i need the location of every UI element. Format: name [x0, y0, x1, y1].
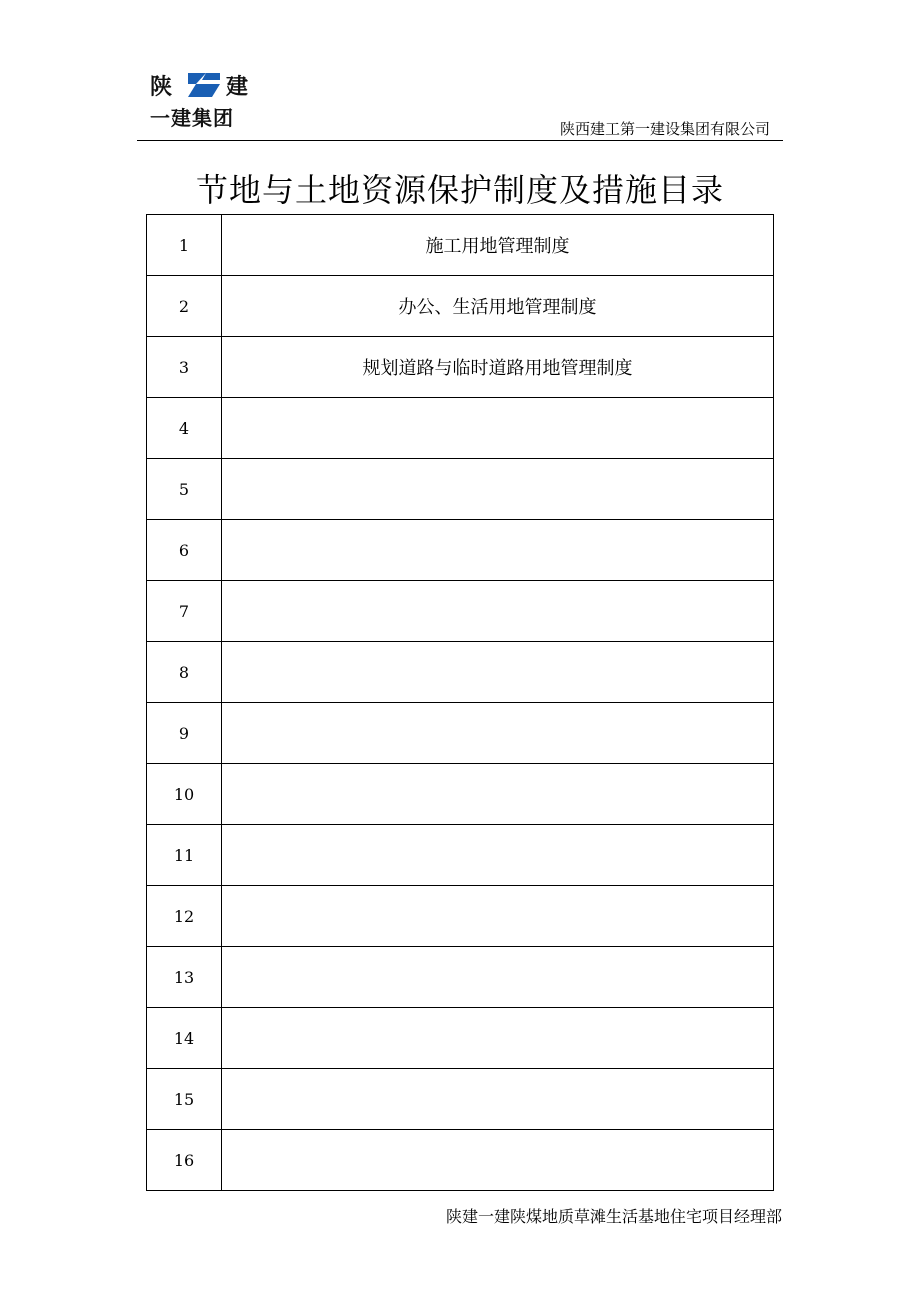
logo-s-mark-icon: [184, 70, 224, 100]
footer-project: 陕建一建陕煤地质草滩生活基地住宅项目经理部: [445, 1207, 782, 1226]
row-title: 规划道路与临时道路用地管理制度: [222, 337, 774, 398]
row-title: [222, 825, 774, 886]
logo-char-shaan: 陕: [150, 75, 173, 100]
row-title: [222, 886, 774, 947]
table-row: [147, 215, 774, 276]
table-row: [147, 825, 774, 886]
row-title: [222, 398, 774, 459]
row-number: 14: [147, 1008, 222, 1069]
table-row: [147, 520, 774, 581]
row-title: [222, 947, 774, 1008]
row-title: [222, 1008, 774, 1069]
row-number: 2: [147, 276, 222, 337]
table-row: [147, 276, 774, 337]
toc-table: [146, 214, 774, 1191]
row-title: 施工用地管理制度: [222, 215, 774, 276]
page-title: 节地与土地资源保护制度及措施目录: [195, 171, 724, 209]
table-row: [147, 337, 774, 398]
row-number: 4: [147, 398, 222, 459]
row-number: 5: [147, 459, 222, 520]
table-row: [147, 1069, 774, 1130]
row-title: [222, 581, 774, 642]
logo-char-jian: 建: [226, 75, 249, 100]
table-row: [147, 886, 774, 947]
header-divider: [137, 140, 783, 141]
table-row: [147, 1008, 774, 1069]
company-name: 陕西建工第一建设集团有限公司: [559, 120, 770, 138]
row-title: [222, 1069, 774, 1130]
row-number: 3: [147, 337, 222, 398]
row-title: [222, 703, 774, 764]
logo-subtitle: 一建集团: [150, 106, 234, 130]
row-title: [222, 1130, 774, 1191]
company-logo: [150, 68, 260, 130]
table-row: [147, 1130, 774, 1191]
table-row: [147, 581, 774, 642]
row-title: [222, 642, 774, 703]
row-number: 10: [147, 764, 222, 825]
row-number: 7: [147, 581, 222, 642]
table-row: [147, 398, 774, 459]
row-title: [222, 459, 774, 520]
table-row: [147, 947, 774, 1008]
table-row: [147, 703, 774, 764]
table-row: [147, 459, 774, 520]
row-title: [222, 520, 774, 581]
table-row: [147, 642, 774, 703]
row-number: 9: [147, 703, 222, 764]
table-row: [147, 764, 774, 825]
row-number: 1: [147, 215, 222, 276]
row-number: 8: [147, 642, 222, 703]
row-number: 16: [147, 1130, 222, 1191]
row-number: 12: [147, 886, 222, 947]
row-number: 13: [147, 947, 222, 1008]
row-title: [222, 764, 774, 825]
row-number: 15: [147, 1069, 222, 1130]
row-number: 6: [147, 520, 222, 581]
row-title: 办公、生活用地管理制度: [222, 276, 774, 337]
row-number: 11: [147, 825, 222, 886]
